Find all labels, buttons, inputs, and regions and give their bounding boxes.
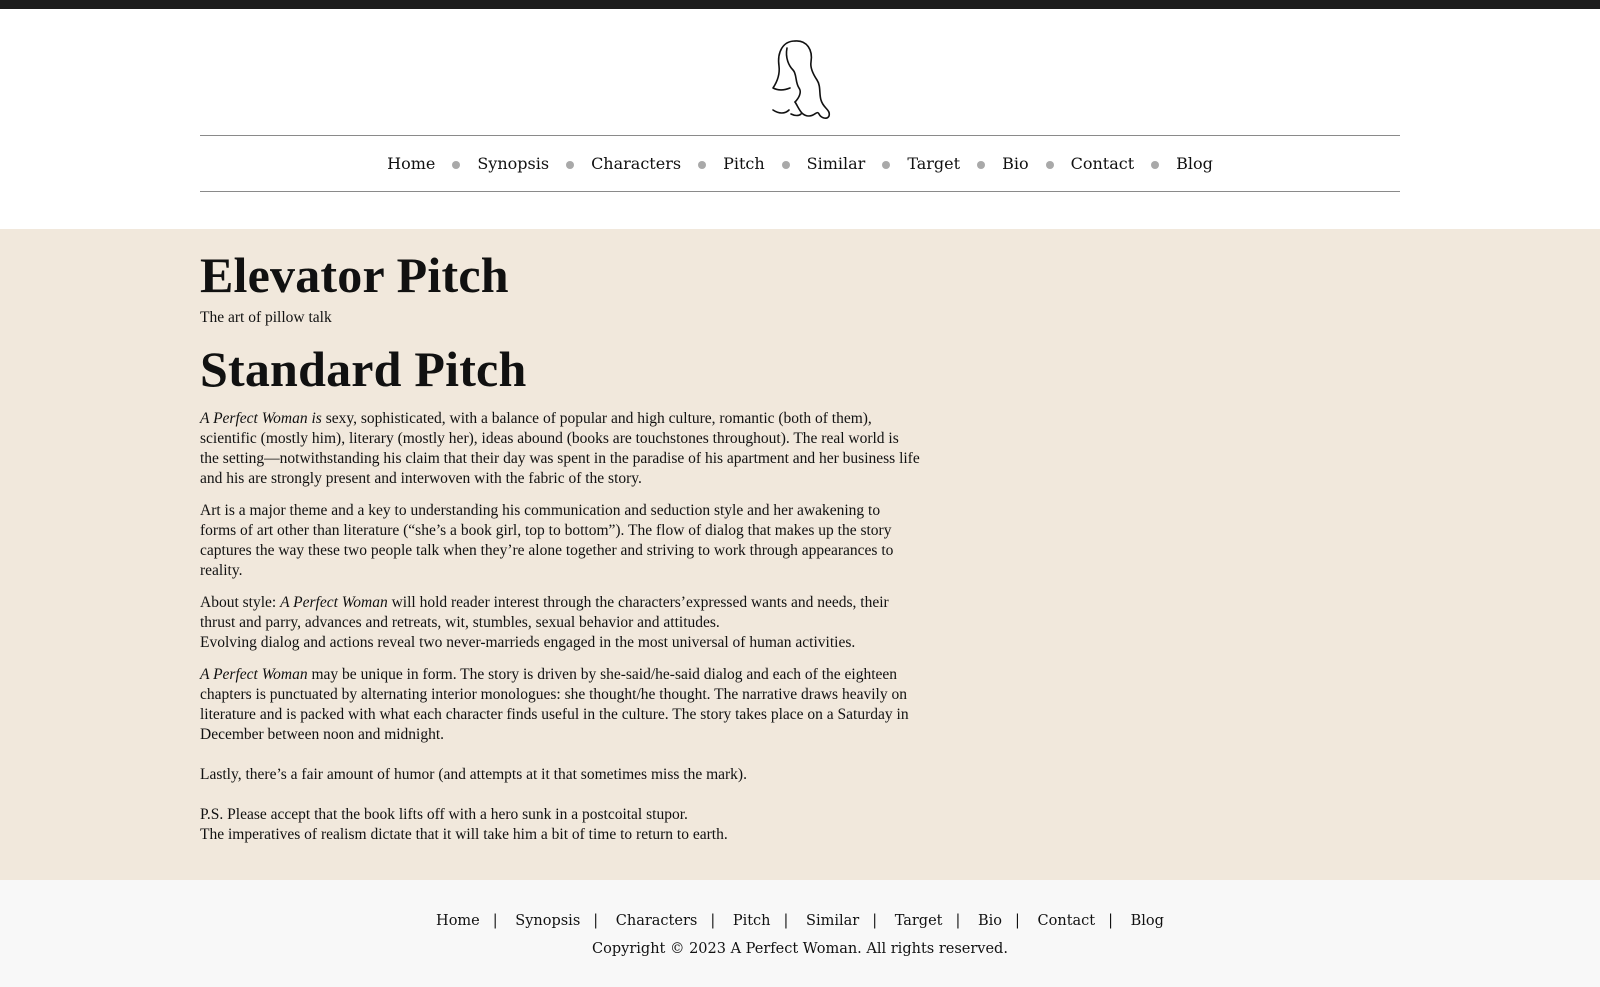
nav-synopsis[interactable]: Synopsis [477,154,550,173]
copyright-text: Copyright © 2023 A Perfect Woman. All rights reserved. [592,941,1008,957]
main-nav [200,135,1400,192]
site-footer [0,880,1600,987]
paragraph-text: About style: [200,594,281,611]
nav-separator-dot [977,161,985,169]
nav-separator-dot [1151,161,1159,169]
footer-separator: | [1015,913,1020,929]
book-title-italic: A Perfect Woman [280,594,388,611]
footer-link-similar[interactable]: Similar [806,913,860,929]
footer-link-contact[interactable]: Contact [1037,913,1096,929]
pitch-paragraph-2: Art is a major theme and a key to understanding his communication and seduction style and her awakening to forms of art other than literature (“she’s a book girl, top to bottom”). The flow of dialog that makes up the story captures the way these two people talk when they’re alone together and striving to work through appearances to reality. [200,502,894,579]
standard-pitch-heading: Standard Pitch [200,341,527,397]
footer-link-pitch[interactable]: Pitch [732,913,771,929]
footer-separator: | [593,913,599,929]
main-content [0,229,1600,880]
nav-characters[interactable]: Characters [591,154,682,173]
footer-link-characters[interactable]: Characters [615,913,698,929]
pitch-article [200,247,920,845]
footer-nav [0,913,1600,929]
top-bar [0,0,1600,9]
pitch-paragraph-6 [200,805,920,845]
nav-blog[interactable]: Blog [1176,154,1213,173]
footer-link-bio[interactable]: Bio [978,913,1003,929]
footer-link-blog[interactable]: Blog [1130,913,1164,929]
nav-separator-dot [698,161,706,169]
footer-separator: | [1108,913,1114,929]
paragraph-text: may be unique in form. The story is driven by she-said/he-said dialog and each of the eighteen chapters is punctuated by alternating interior monologues: she thought/he thought. The narrative draws heavily on literature and is packed with what each character finds useful in the culture. The story takes place on a Saturday in December between noon and midnight. [200,666,909,743]
nav-pitch[interactable]: Pitch [723,154,765,173]
nav-similar[interactable]: Similar [806,154,866,173]
paragraph-text: P.S. Please accept that the book lifts off with a hero sunk in a postcoital stupor. [200,806,688,823]
paragraph-text: sexy, sophisticated, with a balance of popular and high culture, romantic (both of them), scientific (mostly him), literary (mostly her), ideas abound (books are touchstones throughout). The real world is the setting—notwithstanding his claim that their day was spent in the paradise of his apartment and her business life and his are strongly present and interwoven with the fabric of the story. [200,410,920,487]
footer-separator: | [783,913,789,929]
footer-separator: | [872,913,878,929]
nav-separator-dot [566,161,574,169]
footer-separator: | [710,913,716,929]
pitch-paragraph-3 [200,593,920,653]
footer-separator: | [492,913,498,929]
footer-link-home[interactable]: Home [436,913,480,929]
nav-bio[interactable]: Bio [1002,154,1029,173]
paragraph-text: will hold reader interest through the characters’expressed wants and needs, their thrust and parry, advances and retreats, wit, stumbles, sexual behavior and attitudes. [200,594,889,631]
nav-separator-dot [1046,161,1054,169]
book-title-italic: A Perfect Woman [200,666,308,683]
book-title-italic: A Perfect Woman is [200,410,322,427]
nav-separator-dot [882,161,890,169]
site-header [0,9,1600,229]
nav-separator-dot [452,161,460,169]
footer-separator: | [955,913,961,929]
pitch-paragraph-1 [200,409,920,489]
elevator-pitch-tagline: The art of pillow talk [200,309,332,326]
pitch-paragraph-5: Lastly, there’s a fair amount of humor (and attempts at it that sometimes miss the mark). [200,766,747,783]
nav-home[interactable]: Home [387,154,436,173]
paragraph-text: Evolving dialog and actions reveal two never-marrieds engaged in the most universal of human activities. [200,634,856,651]
nav-contact[interactable]: Contact [1070,154,1135,173]
nav-separator-dot [782,161,790,169]
paragraph-text: The imperatives of realism dictate that it will take him a bit of time to return to earth. [200,826,728,843]
footer-link-target[interactable]: Target [894,913,943,929]
footer-link-synopsis[interactable]: Synopsis [515,913,581,929]
nav-target[interactable]: Target [907,154,961,173]
woman-profile-logo-icon[interactable] [765,36,837,122]
elevator-pitch-heading: Elevator Pitch [200,247,509,303]
pitch-paragraph-4 [200,665,920,745]
